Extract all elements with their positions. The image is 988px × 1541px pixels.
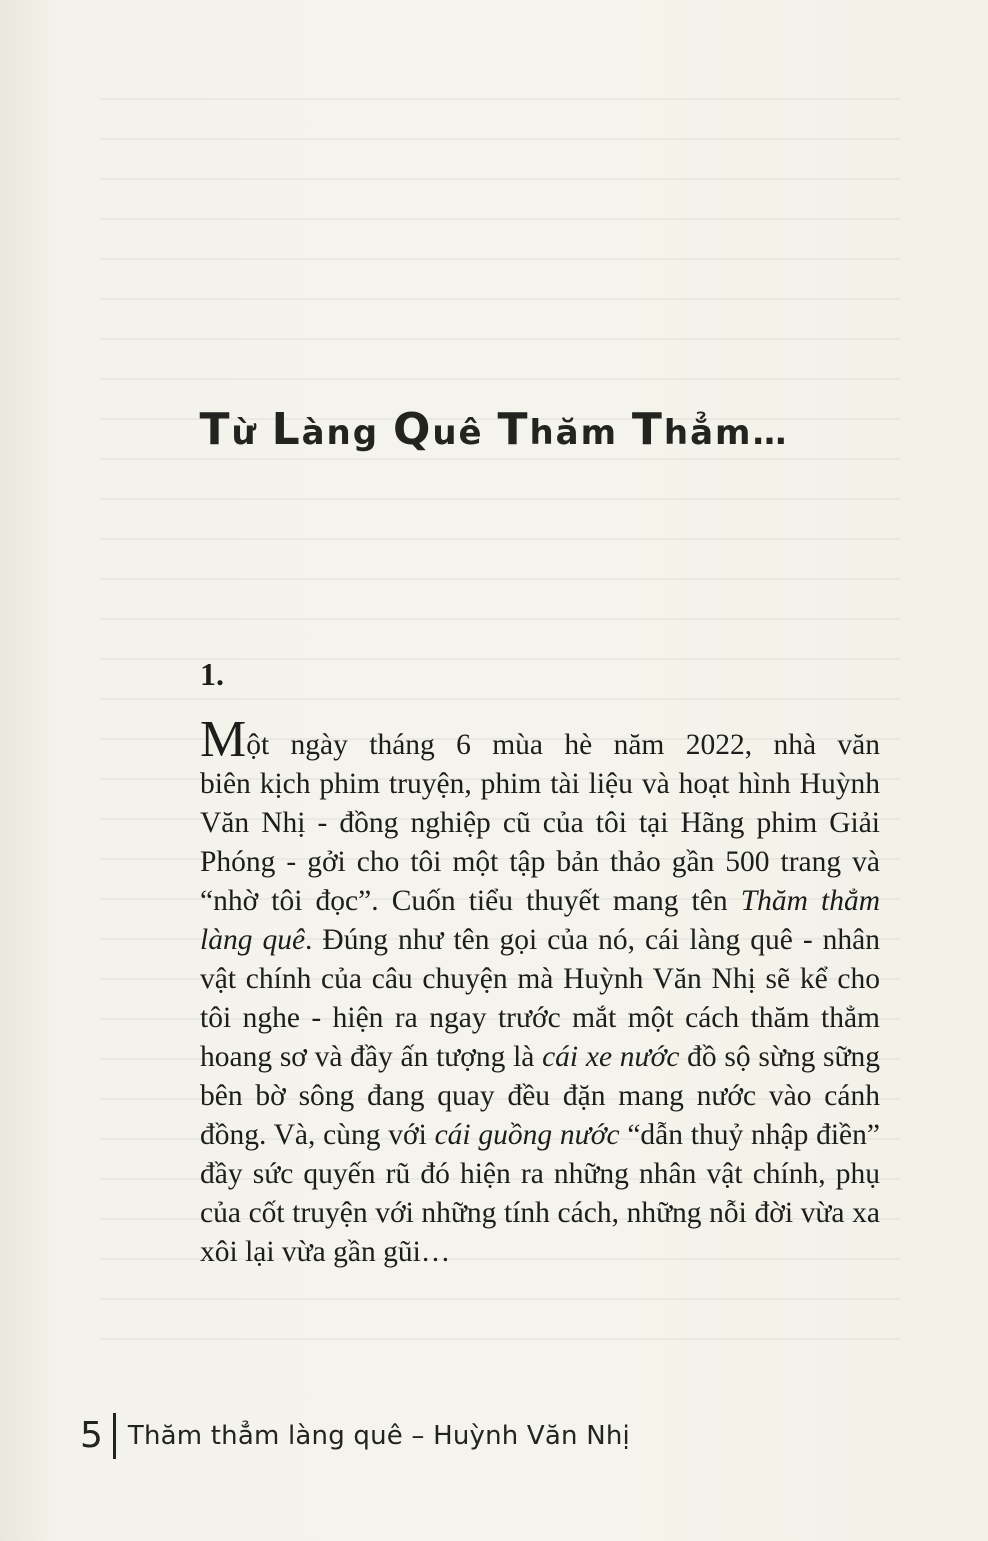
paragraph-line <box>200 1077 880 1116</box>
paragraph-line <box>200 921 880 960</box>
title-part: T <box>497 404 530 455</box>
line-text: . Đúng như tên gọi của nó, cái làng quê - nhân <box>305 924 880 956</box>
book-title-italic: Thăm thẳm <box>740 885 880 917</box>
title-part: àng <box>301 413 393 453</box>
line-text: “nhờ tôi đọc”. Cuốn tiểu thuyết mang tên <box>200 885 741 917</box>
page-number: 5 <box>80 1415 103 1456</box>
emphasis-italic: cái xe nước <box>542 1041 680 1073</box>
title-part: hăm <box>529 413 632 453</box>
drop-cap: M <box>200 711 247 768</box>
line-text: hoang sơ và đầy ấn tượng là <box>200 1041 543 1073</box>
paragraph-line <box>200 882 880 921</box>
line-text: ột ngày tháng 6 mùa hè năm 2022, nhà văn <box>246 729 880 761</box>
title-part: T <box>199 404 232 455</box>
line-text: “dẫn thuỷ nhập điền” <box>619 1119 880 1151</box>
paragraph-line <box>200 804 880 843</box>
title-part: ừ <box>231 413 272 453</box>
line-text: của cốt truyện với những tính cách, những nỗi đời vừa xa <box>200 1197 880 1229</box>
paragraph-line <box>200 960 880 999</box>
line-text: Phóng - gởi cho tôi một tập bản thảo gần 500 trang và <box>200 846 880 878</box>
section-number: 1. <box>200 656 224 692</box>
line-text: đầy sức quyến rũ đó hiện ra những nhân vật chính, phụ <box>200 1158 880 1190</box>
paragraph-line <box>200 1155 880 1194</box>
title-part: Q <box>392 404 433 455</box>
paragraph-line <box>200 1233 880 1272</box>
line-text: đồng. Và, cùng với <box>200 1119 435 1151</box>
paragraph-line <box>200 711 880 768</box>
line-text: bên bờ sông đang quay đều đặn mang nước vào cánh <box>200 1080 880 1112</box>
chapter-title <box>0 404 988 455</box>
line-text: Văn Nhị - đồng nghiệp cũ của tôi tại Hãng phim Giải <box>200 807 880 839</box>
title-part: T <box>631 404 664 455</box>
page-footer <box>80 1410 630 1462</box>
paragraph-line <box>200 765 880 804</box>
paragraph-line <box>200 1038 880 1077</box>
line-text: vật chính của câu chuyện mà Huỳnh Văn Nhị sẽ kể cho <box>200 963 880 995</box>
book-title-italic: làng quê <box>200 924 306 956</box>
title-part: L <box>271 404 302 455</box>
title-part: uê <box>432 413 498 453</box>
paragraph-line <box>200 1116 880 1155</box>
line-text: đồ sộ sừng sững <box>679 1041 881 1073</box>
running-title: Thăm thẳm làng quê – Huỳnh Văn Nhị <box>127 1421 630 1451</box>
paragraph-line <box>200 843 880 882</box>
footer-divider <box>113 1413 116 1459</box>
emphasis-italic: cái guồng nước <box>434 1119 620 1151</box>
title-part: hẳm… <box>663 413 789 453</box>
line-text: biên kịch phim truyện, phim tài liệu và hoạt hình Huỳnh <box>200 768 880 800</box>
body-paragraph <box>200 711 881 1272</box>
paragraph-line <box>200 999 880 1038</box>
line-text: tôi nghe - hiện ra ngay trước mắt một cách thăm thẳm <box>200 1002 880 1034</box>
line-text: xôi lại vừa gần gũi… <box>200 1236 451 1268</box>
paragraph-line <box>200 1194 880 1233</box>
